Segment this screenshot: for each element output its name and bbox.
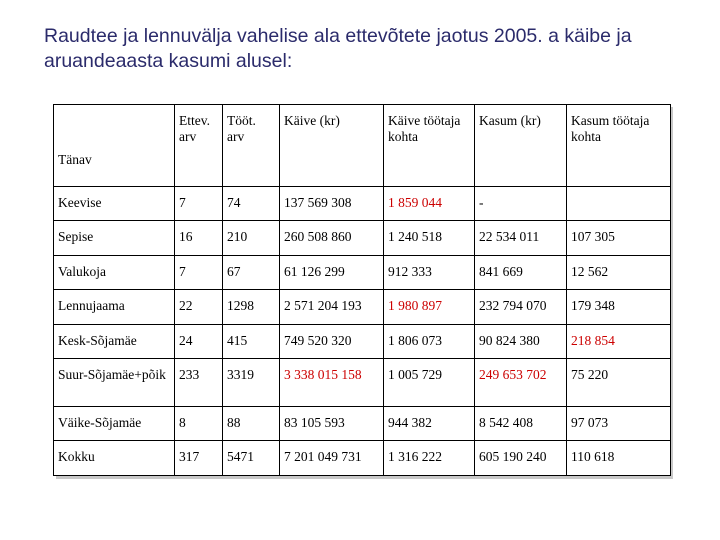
cell-companies: 16 (175, 221, 223, 256)
header-cell-profit: Kasum (kr) (475, 105, 567, 187)
cell-turnover-per-employee: 912 333 (384, 255, 475, 290)
cell-employees: 74 (223, 186, 280, 221)
cell-profit-per-employee: 12 562 (567, 255, 671, 290)
header-cell-profit-per-employee: Kasum töötaja kohta (567, 105, 671, 187)
cell-employees: 210 (223, 221, 280, 256)
cell-companies: 7 (175, 255, 223, 290)
cell-profit: - (475, 186, 567, 221)
cell-companies: 317 (175, 441, 223, 476)
cell-turnover: 3 338 015 158 (280, 359, 384, 406)
cell-turnover-per-employee: 1 980 897 (384, 290, 475, 325)
cell-street: Suur-Sõjamäe+põik (54, 359, 175, 406)
cell-profit: 8 542 408 (475, 406, 567, 441)
header-row (54, 105, 671, 187)
cell-turnover-per-employee: 1 005 729 (384, 359, 475, 406)
header-cell-street: Tänav (54, 105, 175, 187)
cell-street: Väike-Sõjamäe (54, 406, 175, 441)
cell-profit: 249 653 702 (475, 359, 567, 406)
cell-street: Kokku (54, 441, 175, 476)
cell-street: Lennujaama (54, 290, 175, 325)
cell-turnover: 7 201 049 731 (280, 441, 384, 476)
cell-street: Valukoja (54, 255, 175, 290)
cell-street: Keevise (54, 186, 175, 221)
table-row (54, 406, 671, 441)
cell-profit-per-employee: 107 305 (567, 221, 671, 256)
cell-turnover-per-employee: 1 240 518 (384, 221, 475, 256)
table-row (54, 255, 671, 290)
cell-employees: 88 (223, 406, 280, 441)
cell-profit-per-employee: 75 220 (567, 359, 671, 406)
cell-employees: 1298 (223, 290, 280, 325)
cell-companies: 8 (175, 406, 223, 441)
cell-turnover: 260 508 860 (280, 221, 384, 256)
cell-turnover: 61 126 299 (280, 255, 384, 290)
cell-turnover-per-employee: 1 806 073 (384, 324, 475, 359)
cell-turnover-per-employee: 1 316 222 (384, 441, 475, 476)
table-container (53, 104, 670, 476)
cell-companies: 233 (175, 359, 223, 406)
cell-street: Sepise (54, 221, 175, 256)
cell-profit: 605 190 240 (475, 441, 567, 476)
company-distribution-table (53, 104, 671, 476)
cell-companies: 22 (175, 290, 223, 325)
cell-profit: 841 669 (475, 255, 567, 290)
cell-employees: 415 (223, 324, 280, 359)
cell-turnover: 2 571 204 193 (280, 290, 384, 325)
table-row (54, 221, 671, 256)
cell-profit-per-employee (567, 186, 671, 221)
cell-profit-per-employee: 110 618 (567, 441, 671, 476)
cell-profit: 22 534 011 (475, 221, 567, 256)
cell-profit: 232 794 070 (475, 290, 567, 325)
cell-employees: 5471 (223, 441, 280, 476)
cell-turnover-per-employee: 1 859 044 (384, 186, 475, 221)
table-row (54, 324, 671, 359)
cell-profit-per-employee: 218 854 (567, 324, 671, 359)
cell-companies: 7 (175, 186, 223, 221)
cell-profit-per-employee: 97 073 (567, 406, 671, 441)
cell-turnover: 137 569 308 (280, 186, 384, 221)
table-row (54, 359, 671, 406)
table-row (54, 441, 671, 476)
cell-employees: 3319 (223, 359, 280, 406)
table-row (54, 186, 671, 221)
cell-turnover: 83 105 593 (280, 406, 384, 441)
cell-employees: 67 (223, 255, 280, 290)
header-cell-turnover-per-employee: Käive töötaja kohta (384, 105, 475, 187)
cell-profit: 90 824 380 (475, 324, 567, 359)
header-cell-employees: Tööt. arv (223, 105, 280, 187)
header-cell-companies: Ettev. arv (175, 105, 223, 187)
cell-turnover-per-employee: 944 382 (384, 406, 475, 441)
cell-turnover: 749 520 320 (280, 324, 384, 359)
cell-street: Kesk-Sõjamäe (54, 324, 175, 359)
cell-profit-per-employee: 179 348 (567, 290, 671, 325)
cell-companies: 24 (175, 324, 223, 359)
header-cell-turnover: Käive (kr) (280, 105, 384, 187)
table-row (54, 290, 671, 325)
page-title: Raudtee ja lennuvälja vahelise ala ettevõtete jaotus 2005. a käibe ja aruandeaasta kasumi alusel: (44, 25, 632, 72)
